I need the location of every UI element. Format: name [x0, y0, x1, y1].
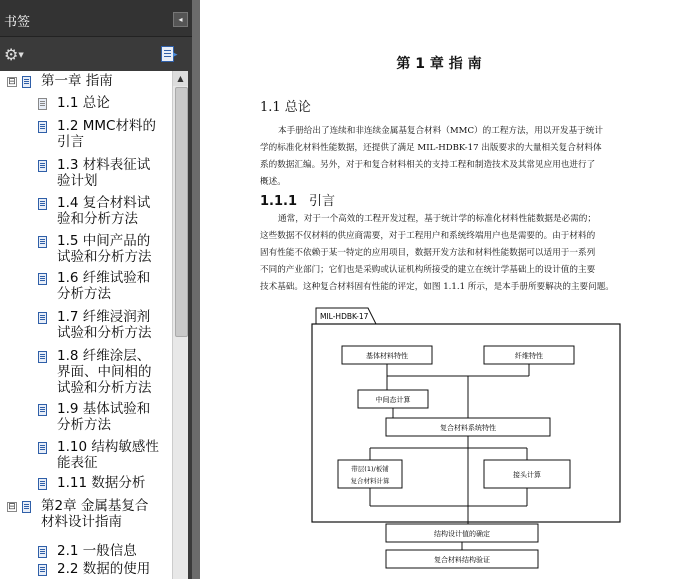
collapse-panel-icon[interactable]: ◂ [173, 12, 188, 27]
bookmark-item-label: 第一章 指南 [41, 73, 113, 89]
bookmark-page-icon [38, 564, 47, 576]
bookmarks-title: 书签 [4, 15, 31, 30]
bookmark-item[interactable] [57, 309, 152, 341]
expand-toggle-icon[interactable]: ⊟ [8, 77, 16, 87]
bookmark-item-label: 试验和分析方法 [57, 325, 152, 341]
bookmark-item-label: 能表征 [57, 455, 98, 471]
bookmark-page-icon [38, 404, 47, 416]
bookmark-item[interactable] [57, 401, 150, 433]
bookmark-scrollbar[interactable] [172, 71, 188, 579]
bookmark-page-icon [38, 478, 47, 490]
bookmark-item[interactable] [57, 439, 159, 471]
bookmark-page-icon [38, 273, 47, 285]
chapter-title: 第 1 章 指 南 [396, 56, 482, 72]
subsection-heading [260, 190, 335, 209]
box-intermediate: 中间态计算 [375, 396, 411, 404]
bookmark-item[interactable] [57, 348, 152, 396]
bookmark-item-label: 第2章 金属基复合 [41, 498, 149, 514]
bookmark-item-label: 1.8 纤维涂层、 [57, 348, 151, 364]
box-composite-system: 复合材料系统特性 [440, 424, 496, 432]
para2-line: 不同的产业部门；它们也是采购或认证机构所接受的建立在统计学基础上的设计值的主要 [260, 265, 596, 275]
bookmark-item[interactable] [57, 475, 145, 491]
box-lamina-a: 带层(1)/板铺 [351, 465, 389, 473]
bookmark-item[interactable] [57, 195, 150, 227]
bookmark-tree [0, 71, 172, 579]
para1-line: 学的标准化材料性能数据，还提供了满足 MIL-HDBK-17 出版要求的大量相关复合材料体 [260, 143, 602, 153]
bookmark-page-icon [38, 312, 47, 324]
bookmark-item-label: 1.9 基体试验和 [57, 401, 151, 417]
bookmark-item[interactable] [57, 270, 150, 302]
bookmark-page-icon [38, 198, 47, 210]
bookmark-item-label: 分析方法 [57, 286, 111, 302]
subsection-number: 1.1.1 [260, 194, 298, 209]
bookmark-page-icon [38, 546, 47, 558]
bookmark-item[interactable] [41, 73, 113, 89]
box-verification: 复合材料结构验证 [434, 556, 490, 564]
bookmark-item[interactable] [57, 95, 110, 111]
box-lamina-b: 复合材料计算 [350, 477, 390, 485]
bookmark-item-label: 1.5 中间产品的 [57, 233, 151, 249]
para1-line: 本手册给出了连续和非连续金属基复合材料（MMC）的工程方法，用以开发基于统计 [278, 126, 603, 136]
bookmark-page-icon [38, 160, 47, 172]
bookmark-item-label: 材料设计指南 [41, 514, 122, 530]
para1-line: 概述。 [260, 177, 286, 187]
bookmark-item-label: 1.7 纤维浸润剂 [57, 309, 151, 325]
bookmark-item[interactable] [57, 543, 137, 559]
bookmark-item-label: 2.1 一般信息 [57, 543, 137, 559]
para2-line: 这些数据不仅材料的供应商需要，对于工程用户和系统终端用户也是需要的。由于材料的 [260, 231, 596, 241]
bookmark-item-label: 1.1 总论 [57, 95, 110, 111]
bookmark-page-icon [38, 351, 47, 363]
bookmark-item-label: 试验和分析方法 [57, 249, 152, 265]
bookmark-item-label: 1.11 数据分析 [57, 475, 146, 491]
bookmark-item-label: 1.3 材料表征试 [57, 157, 151, 173]
bookmarks-panel [0, 0, 192, 579]
bookmark-item-label: 验计划 [57, 173, 98, 189]
bookmark-item-label: 2.2 数据的使用 [57, 561, 151, 577]
scroll-up-icon[interactable]: ▲ [173, 71, 188, 86]
bookmark-item[interactable] [57, 561, 150, 577]
bookmark-page-icon [22, 501, 31, 513]
bookmark-item[interactable] [41, 498, 148, 530]
bookmark-item-label: 1.2 MMC材料的 [57, 118, 156, 134]
bookmark-item-label: 试验和分析方法 [57, 380, 152, 396]
bookmarks-header [0, 0, 192, 37]
scroll-thumb[interactable] [175, 87, 188, 337]
document-page [200, 0, 678, 579]
para2-line: 通常，对于一个高效的工程开发过程，基于统计学的标准化材料性能数据是必需的； [278, 214, 596, 224]
box-joint: 接头计算 [513, 471, 541, 479]
bookmark-item-label: 引言 [57, 134, 84, 150]
bookmark-item-label: 验和分析方法 [57, 211, 138, 227]
subsection-title: 引言 [309, 194, 336, 209]
box-design-values: 结构设计值的确定 [434, 530, 490, 538]
bookmark-page-icon [38, 442, 47, 454]
bookmark-page-icon [38, 121, 47, 133]
expand-toggle-icon[interactable]: ⊟ [8, 502, 16, 512]
figure-diagram [308, 306, 628, 579]
bookmark-item-label: 1.4 复合材料试 [57, 195, 151, 211]
para2-line: 技术基础。这种复合材料固有性能的评定，如图 1.1.1 所示，是本手册所要解决的主要问题。 [260, 282, 614, 292]
bookmark-item[interactable] [57, 118, 156, 150]
bookmark-item[interactable] [57, 233, 152, 265]
gear-icon[interactable]: ⚙▼ [4, 45, 24, 64]
bookmark-item-label: 1.10 结构敏感性 [57, 439, 159, 455]
para2-line: 固有性能不依赖于某一特定的应用项目，数据开发方法和材料性能数据可以适用于一系列 [260, 248, 596, 258]
bookmark-page-icon [22, 76, 31, 88]
box-matrix-props: 基体材料特性 [366, 352, 408, 360]
diagram-tab-label: MIL-HDBK-17 [320, 312, 369, 321]
bookmark-item-label: 分析方法 [57, 417, 111, 433]
bookmark-item[interactable] [57, 157, 150, 189]
section-title: 1.1 总论 [260, 100, 311, 115]
para1-line: 系的数据汇编。另外，对于和复合材料相关的支持工程和制造技术及其常见应用也进行了 [260, 160, 596, 170]
bookmark-page-icon [38, 236, 47, 248]
bookmark-item-label: 1.6 纤维试验和 [57, 270, 151, 286]
box-fiber-props: 纤维特性 [515, 352, 543, 360]
panel-splitter[interactable] [192, 0, 200, 579]
bookmark-item-label: 界面、中间相的 [57, 364, 152, 380]
bookmarks-toolbar [0, 37, 192, 71]
bookmark-page-icon [38, 98, 47, 110]
new-bookmark-icon[interactable]: ▸ [160, 45, 180, 63]
